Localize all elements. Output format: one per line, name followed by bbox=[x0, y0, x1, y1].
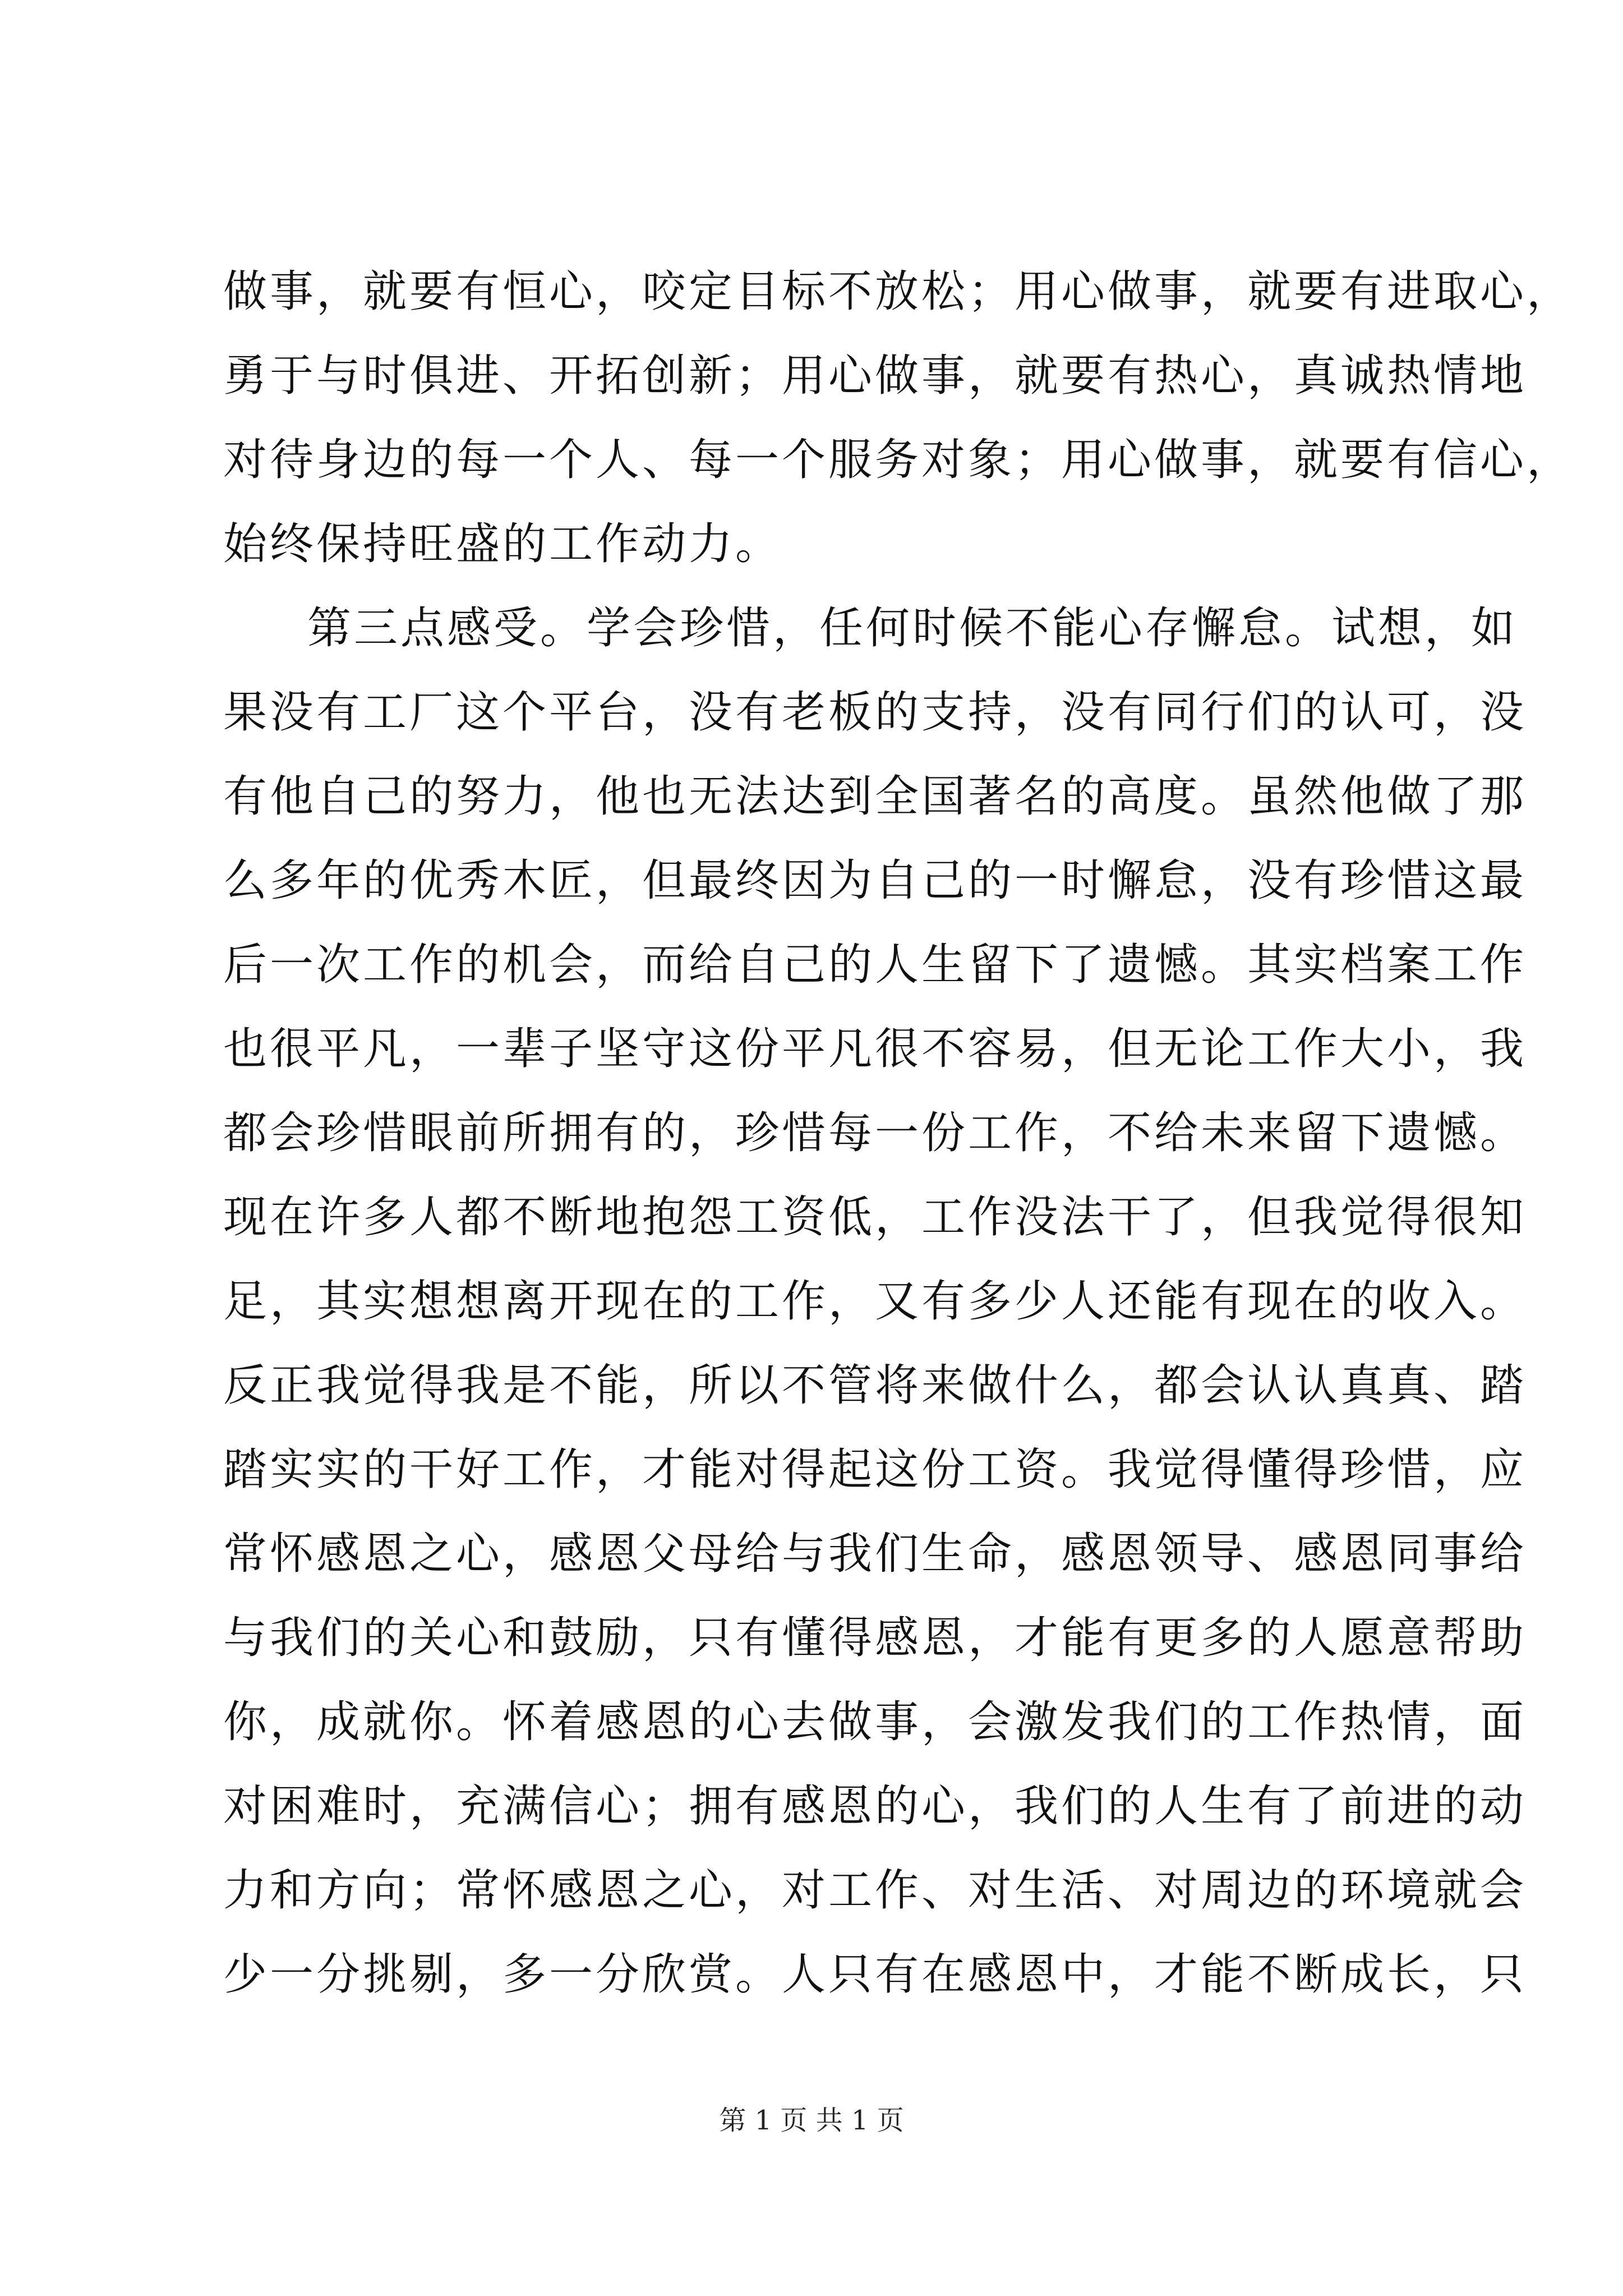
text-line: 反正我觉得我是不能，所以不管将来做什么，都会认认真真、踏 bbox=[223, 1360, 1527, 1411]
page-footer: 第 1 页 共 1 页 bbox=[719, 2105, 904, 2136]
text-line: 力和方向；常怀感恩之心，对工作、对生活、对周边的环境就会 bbox=[223, 1865, 1527, 1916]
text-line: 少一分挑剔，多一分欣赏。人只有在感恩中，才能不断成长，只 bbox=[223, 1949, 1527, 2000]
text-line: 始终保持旺盛的工作动力。 bbox=[223, 519, 782, 569]
text-line: 现在许多人都不断地抱怨工资低，工作没法干了，但我觉得很知 bbox=[223, 1192, 1527, 1243]
paragraph-first-line: 第三点感受。学会珍惜，任何时候不能心存懈怠。试想，如 bbox=[307, 603, 1518, 654]
text-line: 果没有工厂这个平台，没有老板的支持，没有同行们的认可，没 bbox=[223, 687, 1527, 738]
text-line: 踏实实的干好工作，才能对得起这份工资。我觉得懂得珍惜，应 bbox=[223, 1444, 1527, 1495]
text-line: 常怀感恩之心，感恩父母给与我们生命，感恩领导、感恩同事给 bbox=[223, 1529, 1527, 1579]
text-line: 都会珍惜眼前所拥有的，珍惜每一份工作，不给未来留下遗憾。 bbox=[223, 1108, 1527, 1158]
text-line: 有他自己的努力，他也无法达到全国著名的高度。虽然他做了那 bbox=[223, 771, 1527, 822]
text-line: 勇于与时俱进、开拓创新；用心做事，就要有热心，真诚热情地 bbox=[223, 351, 1527, 401]
text-line: 也很平凡，一辈子坚守这份平凡很不容易，但无论工作大小，我 bbox=[223, 1024, 1527, 1074]
text-line: 对困难时，充满信心；拥有感恩的心，我们的人生有了前进的动 bbox=[223, 1781, 1527, 1832]
text-line: 做事，就要有恒心，咬定目标不放松；用心做事，就要有进取心， bbox=[223, 266, 1574, 317]
text-line: 对待身边的每一个人、每一个服务对象；用心做事，就要有信心， bbox=[223, 435, 1574, 485]
text-line: 后一次工作的机会，而给自己的人生留下了遗憾。其实档案工作 bbox=[223, 940, 1527, 990]
text-line: 你，成就你。怀着感恩的心去做事，会激发我们的工作热情，面 bbox=[223, 1697, 1527, 1747]
text-line: 与我们的关心和鼓励，只有懂得感恩，才能有更多的人愿意帮助 bbox=[223, 1613, 1527, 1663]
text-line: 么多年的优秀木匠，但最终因为自己的一时懈怠，没有珍惜这最 bbox=[223, 855, 1527, 906]
text-line: 足，其实想想离开现在的工作，又有多少人还能有现在的收入。 bbox=[223, 1276, 1527, 1327]
